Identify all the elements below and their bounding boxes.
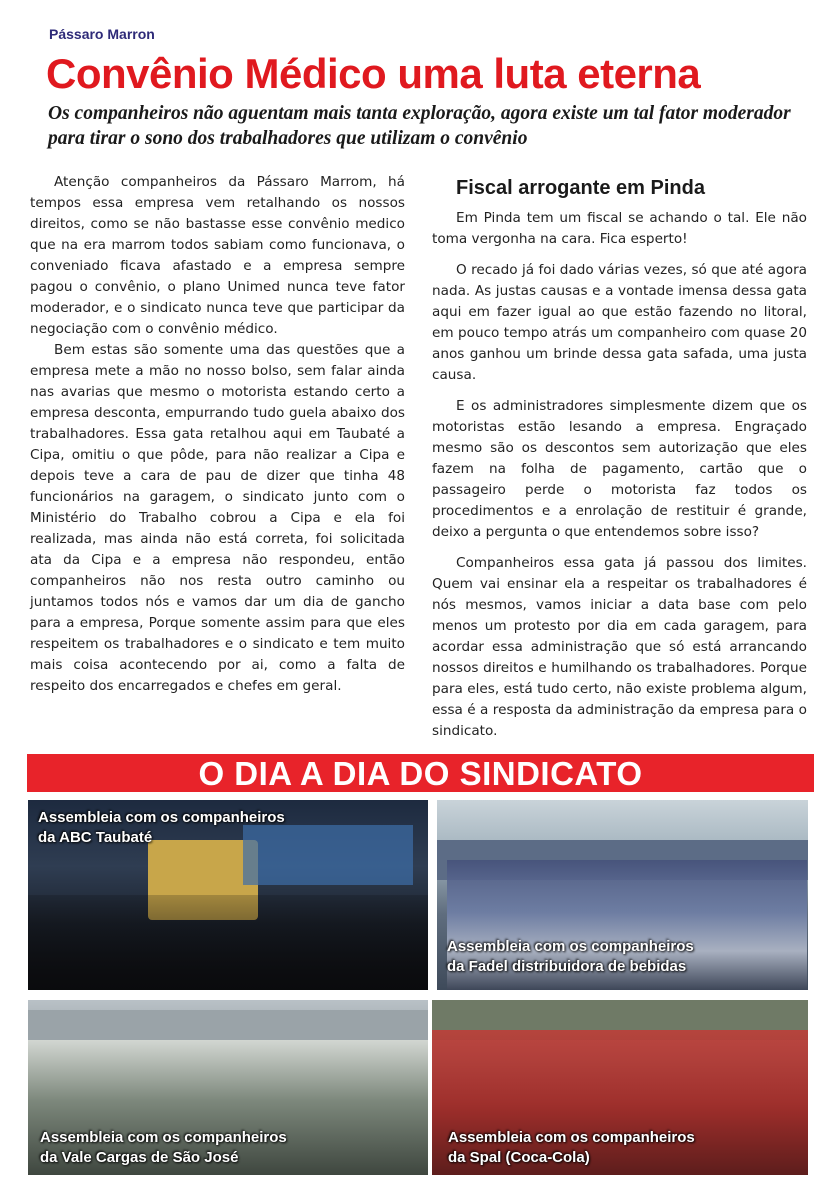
caption-line: da Spal (Coca-Cola) (448, 1149, 590, 1166)
caption-line: da Fadel distribuidora de bebidas (447, 958, 687, 975)
caption-line: Assembleia com os companheiros (447, 938, 694, 955)
right-article-heading: Fiscal arrogante em Pinda (456, 177, 705, 199)
right-paragraph: Companheiros essa gata já passou dos limites. Quem vai ensinar ela a respeitar os trabalhadores é nós mesmos, vamos iniciar a data base com pelo menos um protesto por dia em cada garagem, para acordar essa administração que só está arrancando nossos direitos e humilhando os trabalhadores. Porque para eles, está tudo certo, não existe problema algum, essa é a resposta da administração da empresa para o sindicato. (432, 555, 807, 739)
photo-caption (448, 1128, 695, 1168)
caption-line: Assembleia com os companheiros (448, 1129, 695, 1146)
photo-vale-cargas (28, 1000, 428, 1175)
page-subtitle: Os companheiros não aguentam mais tanta exploração, agora existe um tal fator moderador para tirar o sono dos trabalhadores que utilizam o convênio (48, 103, 791, 149)
photo-spal (432, 1000, 808, 1175)
right-paragraph: Em Pinda tem um fiscal se achando o tal. Ele não toma vergonha na cara. Fica esperto! (432, 210, 807, 247)
caption-line: da Vale Cargas de São José (40, 1149, 239, 1166)
caption-line: da ABC Taubaté (38, 829, 153, 846)
photo-fadel (437, 800, 808, 990)
section-kicker: Pássaro Marron (49, 26, 155, 42)
right-article-column (432, 176, 807, 752)
page-title: Convênio Médico uma luta eterna (46, 50, 701, 97)
crowd-shape (28, 895, 428, 990)
left-article-column (30, 172, 405, 697)
photo-caption (40, 1128, 287, 1168)
caption-line: Assembleia com os companheiros (40, 1129, 287, 1146)
left-paragraph: Atenção companheiros da Pássaro Marrom, há tempos essa empresa vem retalhando os nossos direitos, como se não bastasse esse convênio medico que na era marrom todos sabiam como funcionava, o conveniado ficava afastado e a empresa sempre pagou o convênio, o plano Unimed nunca teve fator moderador, e o sindicato nunca teve que participar da negociação com o convênio médico. (30, 174, 405, 337)
photo-abc-taubate (28, 800, 428, 990)
caption-line: Assembleia com os companheiros (38, 809, 285, 826)
section-banner: O DIA A DIA DO SINDICATO (27, 754, 814, 792)
photo-caption (38, 808, 285, 848)
left-paragraph: Bem estas são somente uma das questões que a empresa mete a mão no nosso bolso, sem falar ainda nas avarias que mesmo o motorista estando certo a empresa desconta, empurrando tudo guela abaixo dos trabalhadores. Essa gata retalhou aqui em Taubaté a Cipa, omitiu o que pôde, para não realizar a Cipa e depois teve a cara de pau de dizer que tinha 48 funcionários na garagem, o sindicato junto com o Ministério do Trabalho cobrou a Cipa e ela foi realizada, mas ainda não está correta, foi solicitada ata da Cipa e a empresa não respondeu, então companheiros não nos resta outro caminho ou juntamos todos nós e vamos dar um dia de gancho para a empresa, Porque somente assim para que eles respeitem os trabalhadores e o sindicato e tem muito mais coisa acontecendo por ai, como a falta de respeito dos encarregados e chefes em geral. (30, 342, 405, 694)
right-paragraph: E os administradores simplesmente dizem que os motoristas estão lesando a empresa. Engraçado mesmo são os descontos sem autorização que eles fazem na folha de pagamento, cartão que o passageiro perde o motorista faz todos os procedimentos e a enrolação de restituir é grande, deixo a pergunta o que entendemos sobre isso? (432, 398, 807, 540)
right-paragraph: O recado já foi dado várias vezes, só que até agora nada. As justas causas e a vontade imensa dessa gata aqui em fazer igual ao que estão fazendo no litoral, em pouco tempo atrás um companheiro com quase 20 anos ganhou um brinde dessa gata safada, uma justa causa. (432, 262, 807, 383)
photo-caption (447, 937, 694, 977)
